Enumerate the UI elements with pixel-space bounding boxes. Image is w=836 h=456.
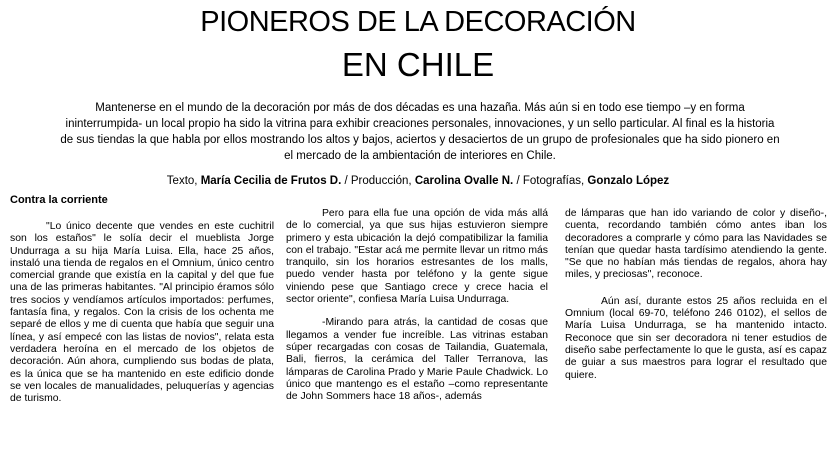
- column-3-paragraph-1: de lámparas que han ido variando de color y diseño-, cuenta, recordando también cómo antes iban los decoradores a comprarle y cómo para las Navidades se tenían que quedar hasta tardísimo atendiendo la gente. "Se que no habían más tiendas de regalos, ahora hay miles, y preciosas", reconoce.: [565, 208, 827, 281]
- column-2-paragraph-2: -Mirando para atrás, la cantidad de cosas que llegamos a vender fue increíble. Las vitrinas estaban súper recargadas con cosas de Tailandia, Guatemala, Bali, fierros, la cerámica del Taller Terranova, las lámparas de Carolina Prado y Marie Paule Chadwick. Lo único que mantengo es el estaño –como representante de John Sommers hace 18 años-, además: [286, 317, 548, 403]
- credit-text-label: Texto,: [166, 175, 201, 187]
- column-2-paragraph-1: Pero para ella fue una opción de vida más allá de lo comercial, ya que sus hijas estuvieron siempre primero y esta ubicación la dejó compatibilizar la familia con el trabajo. "Estar acá me permite llevar un ritmo más tranquilo, sin los horarios estresantes de los malls, puedo vender hasta por teléfono y la gente sigue viniendo pese que Santiago crece y crece hacia el sector oriente", confiesa María Luisa Undurraga.: [286, 208, 548, 306]
- article-column-3: [565, 208, 827, 393]
- credit-production-label: / Producción,: [341, 175, 415, 187]
- section-heading: Contra la corriente: [10, 194, 108, 206]
- article-title-line-2: EN CHILE: [341, 46, 495, 83]
- article-intro: Mantenerse en el mundo de la decoración por más de dos décadas es una hazaña. Más aún si en todo ese tiempo –y en forma ininterrumpida- un local propio ha sido la vitrina para exhibir creaciones personales, innovaciones, y un sello particular. Al final es la historia de sus tiendas la que habla por ellos mostrando los altos y bajos, aciertos y desaciertos de un grupo de profesionales que ha sido pionero en el mercado de la ambientación de interiores en Chile.: [60, 102, 780, 162]
- column-3-paragraph-2: Aún así, durante estos 25 años recluida en el Omnium (local 69-70, teléfono 246 0102), el sellos de María Luisa Undurraga, se ha mantenido intacto. Reconoce que sin ser decoradora ni tener estudios de diseño sabe perfectamente lo que le gusta, así es capaz de guiar a sus maestros para lograr el resultado que quiere.: [565, 295, 827, 381]
- credit-production-author: Carolina Ovalle N.: [414, 175, 514, 187]
- article-credits: [0, 174, 836, 188]
- column-1-paragraph-1: "Lo único decente que vendes en este cuchitril son los estaños" le solía decir el mueblista Jorge Undurraga a su hija María Luisa. Ella, hace 25 años, instaló una tienda de regalos en el Omnium, único centro comercial grande que existía en la capital y del que fue una de las primeras habitantes. "Al principio éramos sólo tres socios y vendíamos artículos importados: perfumes, fantasía fina, y regalos. Con la crisis de los ochenta me separé de ellos y me di cuenta que había que seguir una línea, y así empecé con las listas de novios", relata esta verdadera heroína en el mercado de los objetos de decoración. Aún ahora, cumpliendo sus bodas de plata, es la única que se ha mantenido en este edificio donde se ven locales de manualidades, peluquerías y agencias de turismo.: [10, 221, 274, 405]
- credit-photos-label: / Fotografías,: [513, 175, 588, 187]
- article-title-line-1: PIONEROS DE LA DECORACIÓN: [200, 6, 636, 38]
- article-column-1: [10, 221, 274, 416]
- article-column-2: [286, 208, 548, 414]
- credit-text-author: María Cecilia de Frutos D.: [200, 175, 342, 187]
- credit-photos-author: Gonzalo López: [587, 175, 670, 187]
